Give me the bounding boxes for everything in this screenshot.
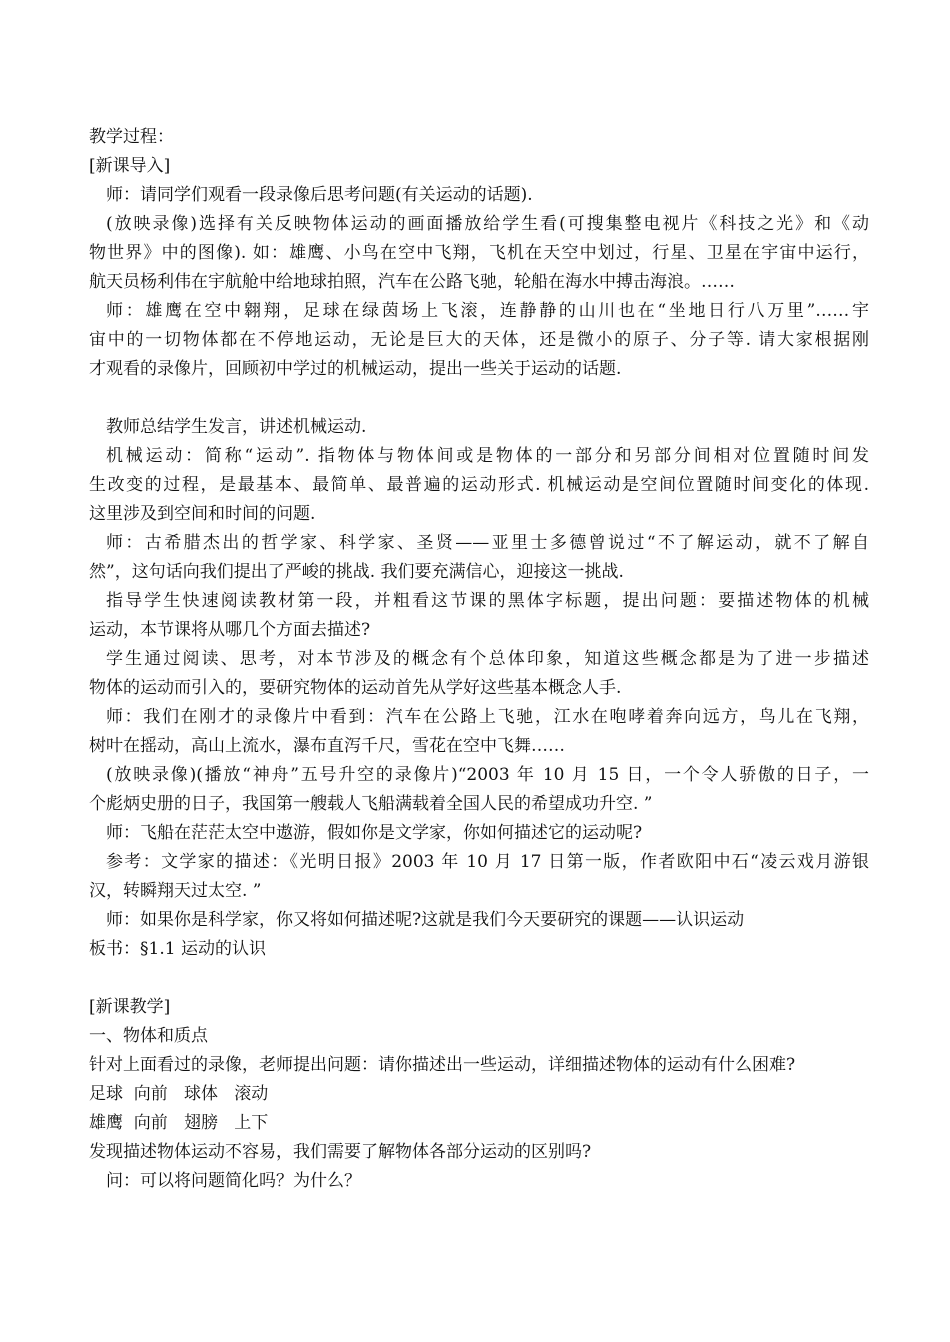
paragraph-line: 物世界》中的图像). 如：雄鹰、小鸟在空中飞翔，飞机在天空中划过，行星、卫星在宇宙中运行， <box>89 243 869 263</box>
paragraph-line: 参考：文学家的描述：《光明日报》2003 年 10 月 17 日第一版，作者欧阳中石“凌云戏月游银 <box>106 852 869 872</box>
paragraph-line: 学生通过阅读、思考，对本节涉及的概念有个总体印象，知道这些概念都是为了进一步描述 <box>106 649 869 669</box>
paragraph-line: 航天员杨利伟在宇航舱中给地球拍照，汽车在公路飞驰，轮船在海水中搏击海浪。…… <box>89 272 735 292</box>
paragraph-line: 这里涉及到空间和时间的问题. <box>89 504 316 524</box>
paragraph-line: 树叶在摇动，高山上流水，瀑布直泻千尺，雪花在空中飞舞…… <box>89 736 565 756</box>
example-line: 足球 向前 球体 滚动 <box>89 1084 269 1104</box>
spacer <box>89 964 869 993</box>
paragraph-line: 针对上面看过的录像，老师提出问题：请你描述出一些运动，详细描述物体的运动有什么困难? <box>89 1055 796 1075</box>
spacer <box>89 384 869 413</box>
paragraph-line: 宙中的一切物体都在不停地运动，无论是巨大的天体，还是微小的原子、分子等. 请大家根据刚 <box>89 330 869 350</box>
paragraph-line: 个彪炳史册的日子，我国第一艘载人飞船满载着全国人民的希望成功升空. ” <box>89 794 653 814</box>
paragraph-line: 运动，本节课将从哪几个方面去描述? <box>89 620 371 640</box>
paragraph-line: 师：雄鹰在空中翱翔，足球在绿茵场上飞滚，连静静的山川也在“坐地日行八万里”……宇 <box>106 301 869 321</box>
paragraph-line: 然”，这句话向我们提出了严峻的挑战. 我们要充满信心，迎接这一挑战. <box>89 562 624 582</box>
paragraph-line: 发现描述物体运动不容易，我们需要了解物体各部分运动的区别吗? <box>89 1142 592 1162</box>
paragraph-line: 师：飞船在茫茫太空中遨游，假如你是文学家，你如何描述它的运动呢? <box>106 823 643 843</box>
paragraph-line: 物体的运动而引入的，要研究物体的运动首先从学好这些基本概念人手. <box>89 678 622 698</box>
paragraph-line: 师：古希腊杰出的哲学家、科学家、圣贤——亚里士多德曾说过“不了解运动，就不了解自 <box>106 533 869 553</box>
subsection-heading: 一、物体和质点 <box>89 1026 208 1046</box>
example-line: 雄鹰 向前 翅膀 上下 <box>89 1113 269 1133</box>
paragraph-line: 汉，转瞬翔天过太空. ” <box>89 881 262 901</box>
paragraph-line: (放映录像)(播放“神舟”五号升空的录像片)“2003 年 10 月 15 日，一个令人骄傲的日子，一 <box>106 765 869 785</box>
paragraph-line: 师：如果你是科学家，你又将如何描述呢?这就是我们今天要研究的课题——认识运动 <box>106 910 745 930</box>
section-heading-teaching: [新课教学] <box>89 997 171 1017</box>
paragraph-line: 机械运动：简称“运动”. 指物体与物体间或是物体的一部分和另部分间相对位置随时间发 <box>106 446 869 466</box>
paragraph-line: 问：可以将问题简化吗？为什么？ <box>106 1171 361 1191</box>
paragraph-line: 指导学生快速阅读教材第一段，并粗看这节课的黑体字标题，提出问题：要描述物体的机械 <box>106 591 869 611</box>
paragraph-line: 师：请同学们观看一段录像后思考问题(有关运动的话题). <box>106 185 533 205</box>
section-heading-intro: [新课导入] <box>89 156 171 176</box>
paragraph-line: 生改变的过程，是最基本、最简单、最普遍的运动形式. 机械运动是空间位置随时间变化的体现. <box>89 475 869 495</box>
paragraph-line: 师：我们在刚才的录像片中看到：汽车在公路上飞驰，江水在咆哮着奔向远方，鸟儿在飞翔， <box>106 707 869 727</box>
blackboard-note: 板书：§1.1 运动的认识 <box>89 939 266 959</box>
document-title: 教学过程： <box>89 127 174 147</box>
paragraph-line: 才观看的录像片，回顾初中学过的机械运动，提出一些关于运动的话题. <box>89 359 622 379</box>
document-page <box>89 123 869 1196</box>
paragraph-line: (放映录像)选择有关反映物体运动的画面播放给学生看(可搜集整电视片《科技之光》和《动 <box>106 214 869 234</box>
paragraph-line: 教师总结学生发言，讲述机械运动. <box>106 417 367 437</box>
